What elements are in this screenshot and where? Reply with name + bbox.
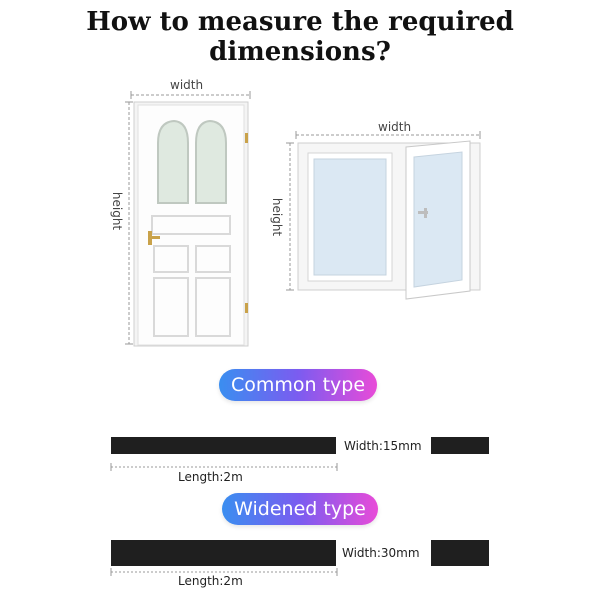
window-height-label: height [270,197,285,237]
widened-strip-left [111,540,336,566]
page-title-line-1: How to measure the required [86,7,514,37]
common-strip-right [431,437,489,454]
door-glass-left [158,121,188,203]
window-glass-right [414,152,462,287]
page-title-line-2: dimensions? [209,37,391,67]
window-width-label: width [378,120,412,134]
door-height-label: height [110,191,125,231]
window-glass-left [314,159,386,275]
door-width-label: width [170,78,204,92]
common-width-label: Width:15mm [344,439,422,453]
door-glass-right [196,121,226,203]
door-illustration [100,78,270,350]
common-strip-left [111,437,336,454]
widened-length-label: Length:2m [178,574,243,588]
window-illustration [270,115,500,310]
widened-width-label: Width:30mm [342,546,420,560]
common-length-label: Length:2m [178,470,243,484]
widened-type-badge: Widened type [222,493,378,525]
widened-strip-right [431,540,489,566]
common-type-badge: Common type [219,369,377,401]
